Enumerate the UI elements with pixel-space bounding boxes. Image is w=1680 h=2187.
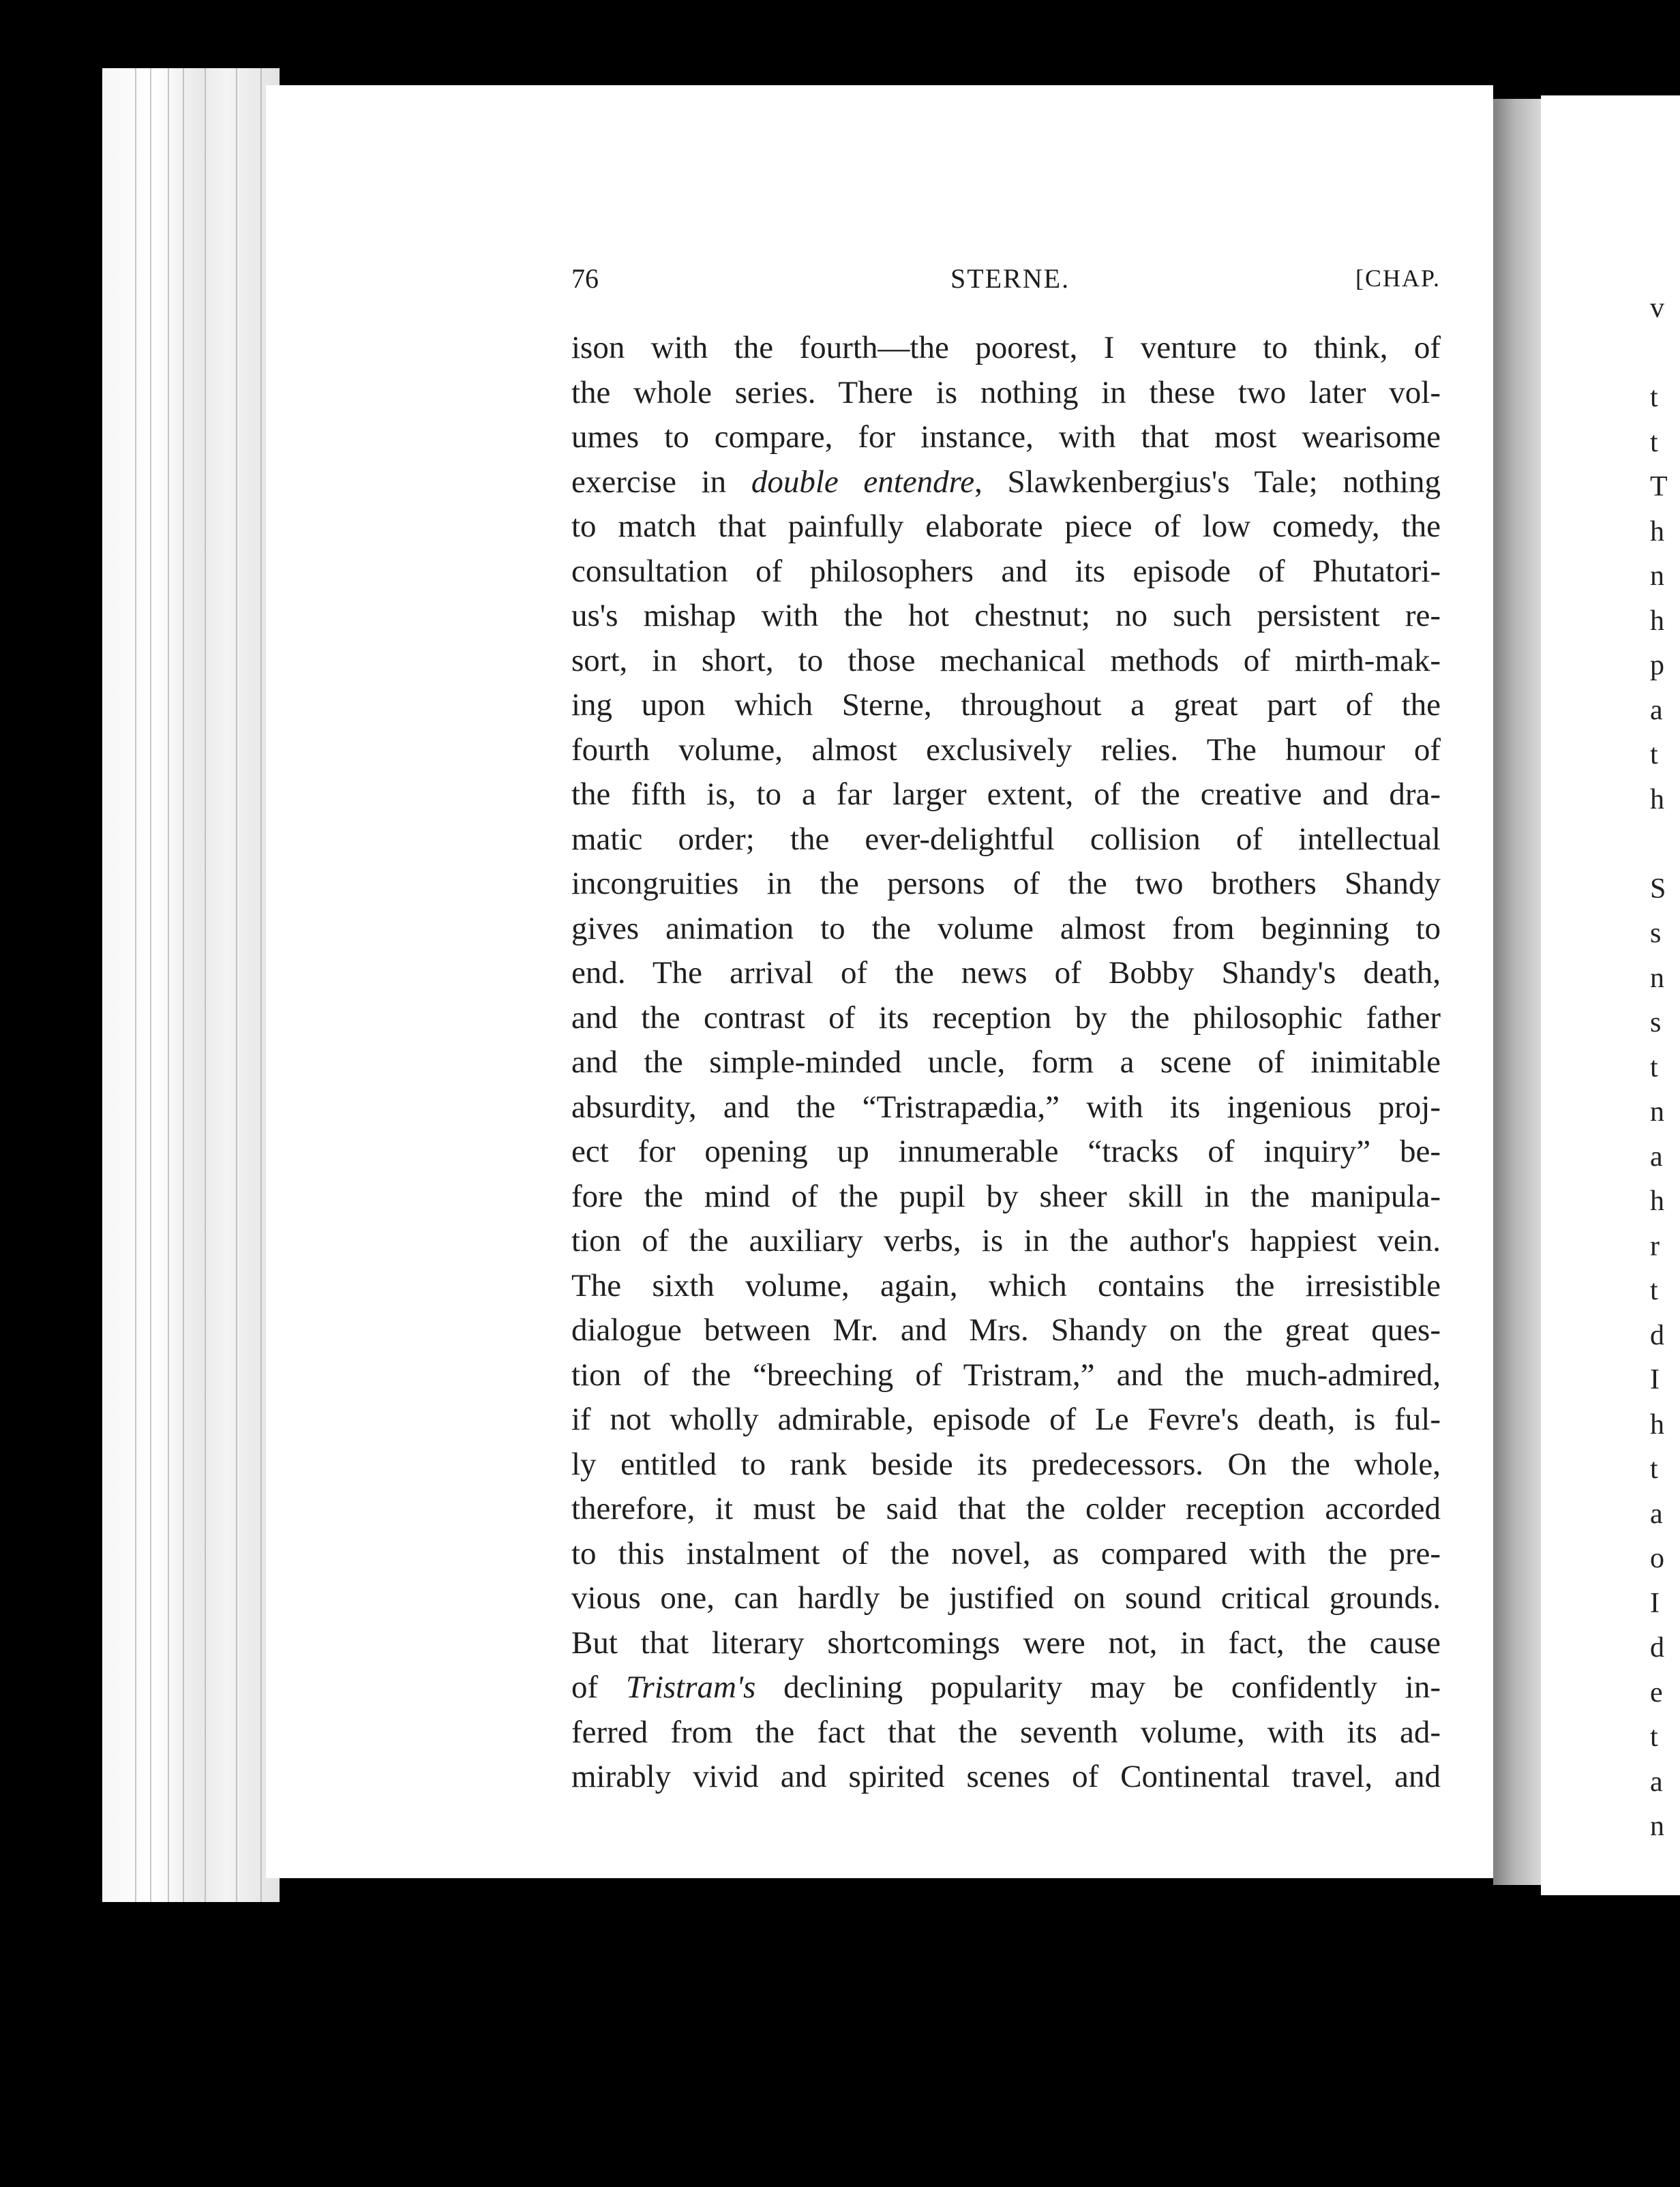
adjacent-page-fragment bbox=[1650, 822, 1677, 867]
text-run: incongruities in the persons of the two brothers Shandy bbox=[571, 866, 1441, 901]
text-line bbox=[571, 1353, 1441, 1398]
text-line bbox=[571, 683, 1441, 728]
adjacent-page-fragment: t bbox=[1650, 1051, 1658, 1083]
text-line bbox=[571, 1621, 1441, 1666]
adjacent-page-fragment: r bbox=[1650, 1230, 1660, 1262]
adjacent-page-fragment: t bbox=[1650, 426, 1658, 458]
adjacent-page-fragment: I bbox=[1650, 1587, 1660, 1619]
text-run: and the contrast of its reception by the philosophic father bbox=[571, 999, 1441, 1036]
text-line bbox=[571, 728, 1441, 773]
text-line bbox=[571, 1665, 1441, 1710]
text-run: umes to compare, for instance, with that most wearisome bbox=[571, 419, 1441, 455]
adjacent-page-fragment: s bbox=[1650, 1007, 1662, 1038]
adjacent-page-fragment: h bbox=[1650, 1408, 1664, 1441]
text-run: The sixth volume, again, which contains the irresistible bbox=[571, 1267, 1441, 1303]
text-line bbox=[571, 1308, 1441, 1353]
text-run: to this instalment of the novel, as compared with the pre- bbox=[571, 1535, 1441, 1571]
text-line bbox=[571, 817, 1441, 862]
adjacent-page-fragment: t bbox=[1650, 1275, 1658, 1306]
text-line bbox=[571, 1085, 1441, 1130]
page-edge-line bbox=[205, 68, 206, 1902]
adjacent-page-fragment: o bbox=[1650, 1543, 1664, 1574]
text-run: of bbox=[571, 1670, 626, 1705]
adjacent-page-fragment: t bbox=[1650, 739, 1658, 770]
adjacent-page-fragment: h bbox=[1650, 1186, 1664, 1217]
text-run: vious one, can hardly be justified on sound critical grounds. bbox=[571, 1580, 1441, 1616]
text-line bbox=[571, 1755, 1441, 1800]
page-edge-line bbox=[135, 68, 136, 1902]
text-run: matic order; the ever-delightful collision of intellectual bbox=[571, 821, 1441, 857]
adjacent-page-fragment: n bbox=[1650, 560, 1664, 592]
text-line bbox=[571, 504, 1441, 549]
adjacent-page-fragment: d bbox=[1650, 1632, 1664, 1663]
text-run: ing upon which Sterne, throughout a great part of the bbox=[571, 687, 1441, 723]
text-line bbox=[571, 415, 1441, 460]
text-run: to match that painfully elaborate piece of low comedy, the bbox=[571, 509, 1441, 544]
text-run: fourth volume, almost exclusively relies. The humour of bbox=[571, 731, 1441, 768]
text-line bbox=[571, 907, 1441, 952]
text-line bbox=[571, 772, 1441, 817]
text-line bbox=[571, 460, 1441, 505]
adjacent-page-fragment: a bbox=[1650, 1498, 1663, 1530]
text-line bbox=[571, 1219, 1441, 1264]
text-line bbox=[571, 1487, 1441, 1532]
adjacent-page-fragment: h bbox=[1650, 605, 1664, 637]
text-line bbox=[571, 1443, 1441, 1488]
page-edge-line bbox=[236, 68, 237, 1902]
adjacent-page-fragment: n bbox=[1650, 1811, 1664, 1842]
text-run: tion of the auxiliary verbs, is in the author's happiest vein. bbox=[571, 1223, 1441, 1258]
text-line bbox=[571, 951, 1441, 996]
text-run: tion of the “breeching of Tristram,” and the much-admired, bbox=[571, 1357, 1441, 1393]
text-line bbox=[571, 326, 1441, 371]
text-run: , Slawkenbergius's Tale; nothing bbox=[974, 464, 1441, 500]
adjacent-page-fragment: t bbox=[1650, 1453, 1658, 1485]
adjacent-page-fragment: T bbox=[1650, 471, 1668, 502]
adjacent-page-fragment: a bbox=[1650, 1141, 1663, 1173]
italic-text: double entendre bbox=[751, 464, 975, 500]
text-run: fore the mind of the pupil by sheer skill in the manipula- bbox=[571, 1178, 1441, 1214]
text-line bbox=[571, 594, 1441, 639]
text-run: end. The arrival of the news of Bobby Shandy's death, bbox=[571, 955, 1441, 991]
adjacent-page-fragment: a bbox=[1650, 694, 1663, 726]
body-text bbox=[571, 326, 1441, 1800]
adjacent-page-fragment: s bbox=[1650, 918, 1662, 949]
italic-text: Tristram's bbox=[626, 1670, 756, 1705]
adjacent-page-fragment: n bbox=[1650, 1096, 1664, 1128]
adjacent-page-text bbox=[1650, 286, 1677, 1850]
text-line bbox=[571, 1130, 1441, 1175]
text-run: the fifth is, to a far larger extent, of the creative and dra- bbox=[571, 776, 1441, 812]
page-gutter-shadow bbox=[1493, 99, 1541, 1885]
text-line bbox=[571, 1576, 1441, 1621]
adjacent-page-fragment: t bbox=[1650, 1721, 1658, 1753]
text-line bbox=[571, 996, 1441, 1041]
adjacent-page-fragment: h bbox=[1650, 783, 1664, 815]
running-head bbox=[571, 262, 1441, 303]
page-edge-line bbox=[183, 68, 184, 1902]
text-run: mirably vivid and spirited scenes of Continental travel, and bbox=[571, 1759, 1441, 1794]
text-run: ison with the fourth—the poorest, I venture to think, of bbox=[571, 330, 1441, 365]
text-run: sort, in short, to those mechanical methods of mirth-mak- bbox=[571, 642, 1441, 678]
text-line bbox=[571, 1532, 1441, 1577]
text-line bbox=[571, 1264, 1441, 1309]
adjacent-page-fragment: h bbox=[1650, 515, 1664, 547]
text-run: us's mishap with the hot chestnut; no such persistent re- bbox=[571, 598, 1441, 633]
text-run: dialogue between Mr. and Mrs. Shandy on the great ques- bbox=[571, 1312, 1441, 1348]
text-line bbox=[571, 1175, 1441, 1220]
adjacent-page-fragment: I bbox=[1650, 1364, 1660, 1396]
text-line bbox=[571, 1398, 1441, 1443]
adjacent-page-fragment: p bbox=[1650, 650, 1664, 681]
page-edge-line bbox=[168, 68, 169, 1902]
adjacent-page-fragment: a bbox=[1650, 1766, 1663, 1798]
text-line bbox=[571, 1040, 1441, 1085]
text-run: consultation of philosophers and its episode of Phutatori- bbox=[571, 553, 1441, 589]
text-run: ferred from the fact that the seventh volume, with its ad- bbox=[571, 1714, 1441, 1750]
text-run: declining popularity may be confidently in- bbox=[755, 1670, 1441, 1705]
text-run: and the simple-minded uncle, form a scene of inimitable bbox=[571, 1044, 1441, 1080]
text-line bbox=[571, 371, 1441, 416]
adjacent-page-fragment: v bbox=[1650, 292, 1664, 324]
text-line bbox=[571, 549, 1441, 594]
adjacent-page-fragment: e bbox=[1650, 1676, 1663, 1708]
text-run: if not wholly admirable, episode of Le Fevre's death, is ful- bbox=[571, 1402, 1441, 1437]
text-run: the whole series. There is nothing in these two later vol- bbox=[571, 374, 1441, 410]
adjacent-page-fragment bbox=[1650, 331, 1677, 376]
page-edge-line bbox=[150, 68, 151, 1902]
text-run: But that literary shortcomings were not, in fact, the cause bbox=[571, 1625, 1441, 1661]
text-run: gives animation to the volume almost from beginning to bbox=[571, 910, 1441, 946]
running-title: STERNE. bbox=[950, 263, 1070, 294]
text-run: absurdity, and the “Tristrapædia,” with its ingenious proj- bbox=[571, 1089, 1441, 1125]
text-line bbox=[571, 1710, 1441, 1755]
text-run: exercise in bbox=[571, 464, 751, 500]
page-number: 76 bbox=[571, 263, 599, 294]
adjacent-page-fragment: n bbox=[1650, 962, 1664, 994]
book-page-edges bbox=[102, 68, 280, 1902]
adjacent-page-fragment: t bbox=[1650, 382, 1658, 413]
text-line bbox=[571, 862, 1441, 907]
adjacent-page-fragment: S bbox=[1650, 873, 1666, 905]
text-run: therefore, it must be said that the colder reception accorded bbox=[571, 1491, 1441, 1526]
text-run: ly entitled to rank beside its predecessors. On the whole, bbox=[571, 1446, 1441, 1482]
chapter-mark: [CHAP. bbox=[1355, 265, 1441, 292]
page-edge-line bbox=[260, 68, 262, 1902]
text-line bbox=[571, 639, 1441, 684]
text-run: ect for opening up innumerable “tracks of inquiry” be- bbox=[571, 1134, 1441, 1169]
adjacent-page-fragment: d bbox=[1650, 1319, 1664, 1351]
